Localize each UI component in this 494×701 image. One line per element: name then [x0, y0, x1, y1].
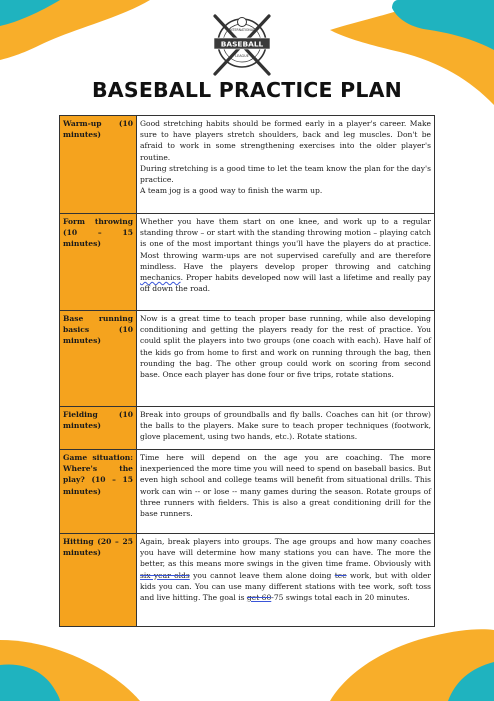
text-segment: Whether you have them start on one knee, and work up to a regular standing throw – or start with the standing throwing motion – playing catch is one of the most important things you'll have the players do at practice. Most throwing warm-ups are not supervised carefully and are therefore mindless. Have the players develop proper throwing and catching	[140, 217, 431, 271]
row-label: Base running basics (10 minutes)	[60, 311, 137, 407]
paragraph: A team jog is a good way to finish the warm up.	[140, 186, 323, 196]
logo-bottom-text: LEAGUE	[235, 54, 249, 58]
practice-plan-table	[59, 115, 435, 627]
text-segment: work, but with older kids you can. You can use many different stations with tee work, soft toss and live hitting. The goal is	[140, 570, 431, 603]
table-row	[60, 450, 435, 534]
text-segment: -75 swings total each in 20 minutes.	[271, 593, 410, 603]
row-label: Fielding (10 minutes)	[60, 407, 137, 450]
row-label: Game situation: Where's the play? (10 – 15 minutes)	[60, 450, 137, 534]
text-segment: . Proper habits developed now will last a lifetime and really pay off down the road.	[140, 273, 431, 294]
row-description: Break into groups of groundballs and fly balls. Coaches can hit (or throw) the balls to the players. Make sure to teach proper techniques (footwork, glove placement, using two hands, etc.). Rotate stations.	[137, 407, 435, 450]
table-row	[60, 116, 435, 214]
page-title: BASEBALL PRACTICE PLAN	[91, 78, 403, 102]
row-description	[137, 116, 435, 214]
baseball-league-logo	[209, 10, 275, 80]
row-label: Hitting (20 – 25 minutes)	[60, 534, 137, 627]
table-row	[60, 534, 435, 627]
spellcheck-marked-word: six year olds	[140, 570, 190, 580]
paragraph: Good stretching habits should be formed early in a player's career. Make sure to have players stretch shoulders, back and leg muscles. Don't be afraid to work in some strengthening exercises into the older player's routine.	[140, 119, 431, 162]
text-segment: Again, break players into groups. The age groups and how many coaches you have will determine how many stations you can have. The more the better, as this means more swings in the given time frame. Obviously with	[140, 537, 431, 569]
spellcheck-marked-word: mechanics	[140, 273, 181, 283]
table-row	[60, 407, 435, 450]
row-description: Now is a great time to teach proper base running, while also developing conditioning and getting the players ready for the rest of practice. You could split the players into two groups (one coach with each). Have half of the kids go from home to first and work on running through the bag, then rounding the bag. The other group could work on scoring from second base. Once each player has done four or five trips, rotate stations.	[137, 311, 435, 407]
row-description	[137, 534, 435, 627]
row-label: Form throwing (10 – 15 minutes)	[60, 214, 137, 311]
logo-arc-text: INTERNATIONAL	[229, 28, 255, 32]
table-row	[60, 311, 435, 407]
spellcheck-marked-word: tee	[334, 570, 347, 580]
table-row	[60, 214, 435, 311]
row-label: Warm-up (10 minutes)	[60, 116, 137, 214]
logo-banner-text: BASEBALL	[220, 39, 264, 49]
row-description: Time here will depend on the age you are coaching. The more inexperienced the more time you will need to spend on baseball basics. But even high school and college teams will benefit from situational drills. This work can win -- or lose -- many games during the season. Rotate groups of three runners with fielders. This is also a great conditioning drill for the base runners.	[137, 450, 435, 534]
paragraph: During stretching is a good time to let the team know the plan for the day's practice.	[140, 163, 431, 185]
text-segment: you cannot leave them alone doing	[189, 570, 335, 580]
spellcheck-marked-word: get 60	[246, 593, 272, 603]
row-description	[137, 214, 435, 311]
